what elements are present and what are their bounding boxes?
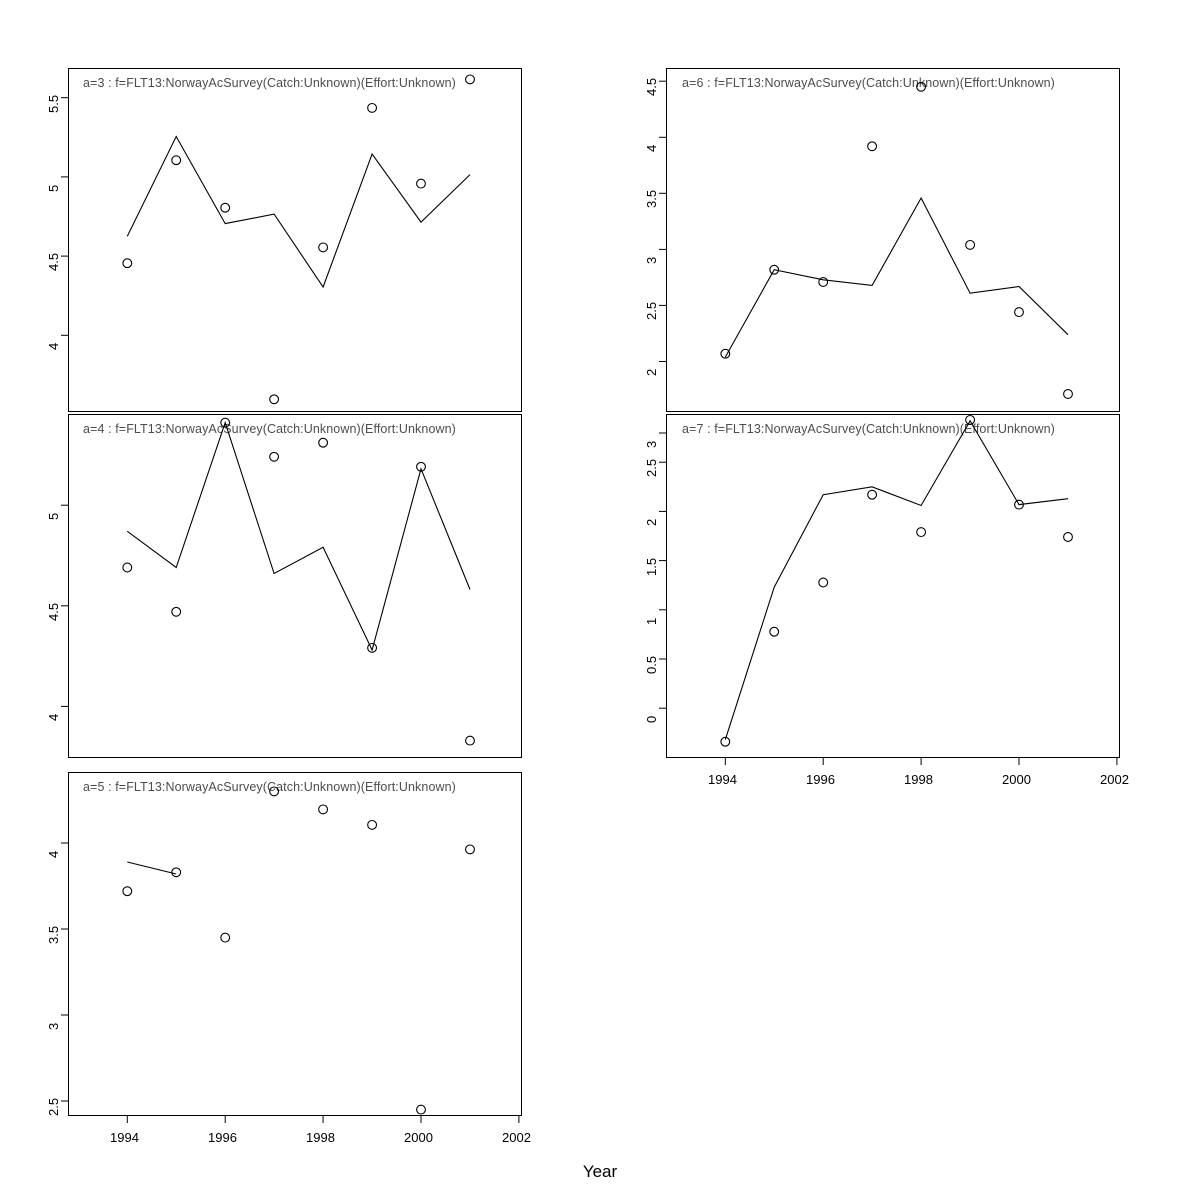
ytick-a4-4.0: 4	[46, 713, 61, 721]
ytick-a5-2.5: 2.5	[46, 1097, 61, 1116]
ytick-a3-4.0: 4	[46, 342, 61, 350]
panel-title-a5: a=5 : f=FLT13:NorwayAcSurvey(Catch:Unknown)(Effort:Unknown)	[83, 780, 456, 794]
panel-title-a6: a=6 : f=FLT13:NorwayAcSurvey(Catch:Unknown)(Effort:Unknown)	[682, 76, 1055, 90]
ytick-a7-1.5: 1.5	[644, 557, 659, 576]
xtick-right-1994: 1994	[708, 772, 737, 787]
ytick-a6-2.5: 2.5	[644, 301, 659, 320]
ytick-a5-3.0: 3	[46, 1022, 61, 1030]
xtick-left-1998: 1998	[306, 1130, 335, 1145]
ytick-a6-2.0: 2	[644, 368, 659, 376]
panel-title-a7: a=7 : f=FLT13:NorwayAcSurvey(Catch:Unknown)(Effort:Unknown)	[682, 422, 1055, 436]
ytick-a7-2.5: 2.5	[644, 458, 659, 477]
ytick-a7-0.0: 0	[644, 715, 659, 723]
xtick-right-2000: 2000	[1002, 772, 1031, 787]
ytick-a7-3.0: 3	[644, 440, 659, 448]
ytick-a7-1.0: 1	[644, 617, 659, 625]
ytick-a7-0.5: 0.5	[644, 655, 659, 674]
xtick-left-2002: 2002	[502, 1130, 531, 1145]
ytick-a5-3.5: 3.5	[46, 925, 61, 944]
xtick-left-1994: 1994	[110, 1130, 139, 1145]
ytick-a6-4.5: 4.5	[644, 77, 659, 96]
ytick-a4-4.5: 4.5	[46, 602, 61, 621]
xtick-left-2000: 2000	[404, 1130, 433, 1145]
ytick-a3-5.0: 5	[46, 184, 61, 192]
ytick-a7-2.0: 2	[644, 518, 659, 526]
ytick-a6-4.0: 4	[644, 144, 659, 152]
ytick-a6-3.0: 3	[644, 256, 659, 264]
ytick-a3-4.5: 4.5	[46, 252, 61, 271]
ytick-a3-5.5: 5.5	[46, 94, 61, 113]
ytick-a5-4.0: 4	[46, 850, 61, 858]
ytick-a6-3.5: 3.5	[644, 189, 659, 208]
panel-title-a3: a=3 : f=FLT13:NorwayAcSurvey(Catch:Unknown)(Effort:Unknown)	[83, 76, 456, 90]
xtick-right-1996: 1996	[806, 772, 835, 787]
x-axis-title: Year	[582, 1162, 618, 1181]
xtick-right-2002: 2002	[1100, 772, 1129, 787]
xtick-right-1998: 1998	[904, 772, 933, 787]
panel-title-a4: a=4 : f=FLT13:NorwayAcSurvey(Catch:Unknown)(Effort:Unknown)	[83, 422, 456, 436]
xtick-left-1996: 1996	[208, 1130, 237, 1145]
ytick-a4-5.0: 5	[46, 512, 61, 520]
